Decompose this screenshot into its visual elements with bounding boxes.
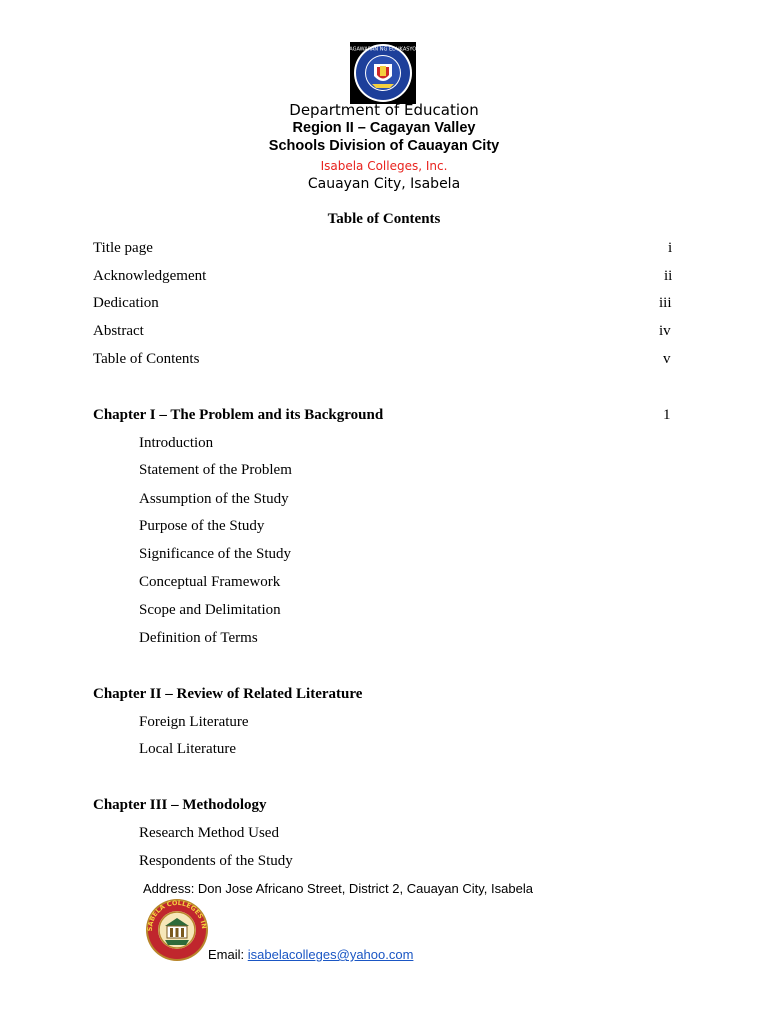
toc-entry-label: Title page xyxy=(93,240,153,256)
department-name: Department of Education xyxy=(289,101,479,119)
region-name: Region II – Cagayan Valley xyxy=(292,120,476,136)
school-name: Isabela Colleges, Inc. xyxy=(320,159,448,173)
toc-subentry xyxy=(139,544,670,564)
toc-subentry xyxy=(139,460,670,480)
toc-entry-label: Statement of the Problem xyxy=(139,462,292,478)
chapter-title: Chapter II – Review of Related Literature xyxy=(93,686,363,702)
toc-page-number: iv xyxy=(659,323,671,339)
toc-entry-label: Definition of Terms xyxy=(139,630,258,646)
toc-entry-label: Table of Contents xyxy=(93,351,200,367)
toc-chapter-3 xyxy=(93,795,670,815)
isabela-colleges-seal-logo xyxy=(143,898,211,962)
toc-subentry xyxy=(139,739,670,759)
toc-entry-label: Respondents of the Study xyxy=(139,853,293,869)
footer-email xyxy=(208,947,413,962)
toc-entry-label: Introduction xyxy=(139,435,214,451)
toc-page-number: 1 xyxy=(663,407,671,423)
email-link[interactable]: isabelacolleges@yahoo.com xyxy=(247,947,414,962)
email-label: Email: xyxy=(208,947,248,962)
toc-entry-label: Assumption of the Study xyxy=(139,491,289,507)
toc-subentry xyxy=(139,433,669,453)
toc-chapter-1 xyxy=(93,405,678,425)
toc-entry-label: Foreign Literature xyxy=(139,714,249,730)
toc-subentry xyxy=(139,572,670,592)
toc-entry-label: Abstract xyxy=(93,323,144,339)
chapter-title: Chapter III – Methodology xyxy=(93,797,267,813)
toc-page-number: ii xyxy=(664,268,673,284)
division-name: Schools Division of Cauayan City xyxy=(268,138,500,154)
footer-address: Address: Don Jose Africano Street, District 2, Cauayan City, Isabela xyxy=(143,881,533,896)
toc-entry-dedication xyxy=(93,293,678,313)
toc-entry-label: Dedication xyxy=(93,295,159,311)
toc-entry-label: Acknowledgement xyxy=(93,268,207,284)
city-name: Cauayan City, Isabela xyxy=(307,176,461,192)
toc-entry-label: Conceptual Framework xyxy=(139,574,281,590)
toc-entry-table-of-contents xyxy=(93,349,678,369)
toc-subentry xyxy=(139,489,670,509)
toc-heading: Table of Contents xyxy=(327,211,441,227)
toc-entry-label: Significance of the Study xyxy=(139,546,292,562)
toc-entry-acknowledgement xyxy=(93,266,678,286)
toc-page-number: v xyxy=(663,351,671,367)
toc-subentry xyxy=(139,600,670,620)
toc-subentry xyxy=(139,851,670,871)
toc-page-number: iii xyxy=(659,295,672,311)
toc-entry-title-page xyxy=(93,238,678,258)
toc-entry-label: Research Method Used xyxy=(139,825,279,841)
toc-entry-label: Purpose of the Study xyxy=(139,518,265,534)
deped-seal-logo xyxy=(346,42,420,104)
toc-subentry xyxy=(139,516,670,536)
toc-chapter-2 xyxy=(93,684,670,704)
seal-text: KAGAWARAN NG EDUKASYON xyxy=(346,46,420,53)
toc-entry-label: Scope and Delimitation xyxy=(139,602,281,618)
chapter-title: Chapter I – The Problem and its Background xyxy=(93,407,384,423)
toc-page-number: i xyxy=(668,240,673,256)
toc-entry-abstract xyxy=(93,321,678,341)
college-seal-text: SABELA COLLEGES IN xyxy=(145,898,209,932)
toc-entry-label: Local Literature xyxy=(139,741,237,757)
toc-subentry xyxy=(139,628,670,648)
toc-subentry xyxy=(139,823,670,843)
toc-subentry xyxy=(139,712,670,732)
